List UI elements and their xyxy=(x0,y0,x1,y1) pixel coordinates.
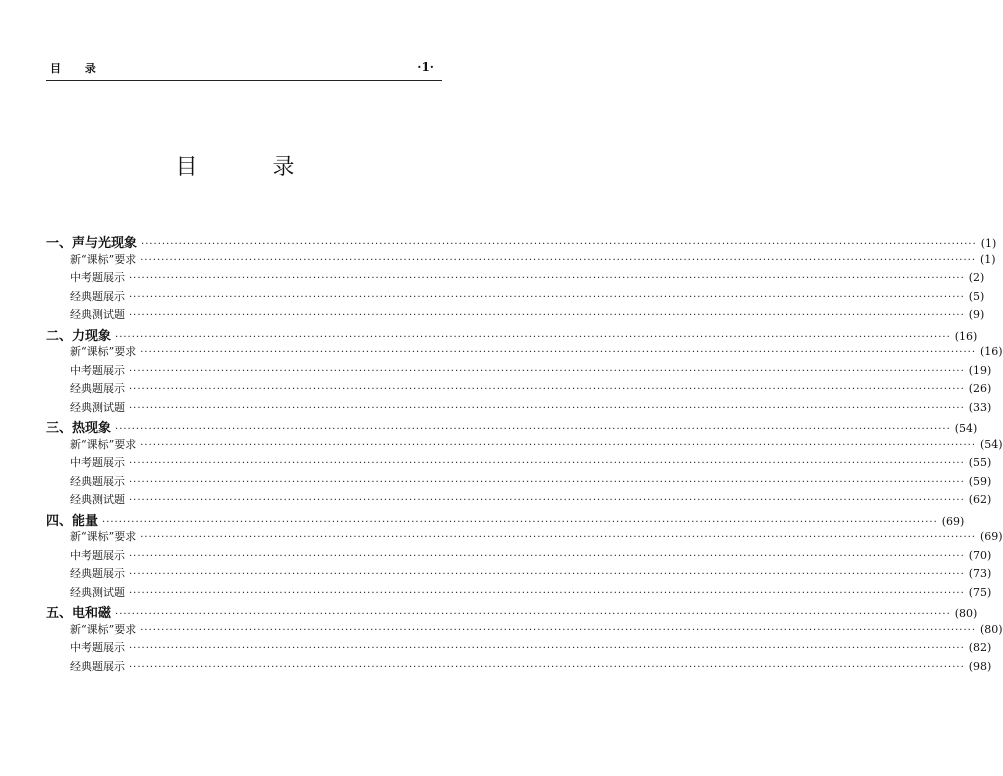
toc-section-entry[interactable] xyxy=(46,584,992,603)
toc-entry-page: (62) xyxy=(968,493,992,506)
toc-section-entry[interactable] xyxy=(46,473,992,492)
toc-entry-page: (9) xyxy=(968,308,985,321)
dot-leader: ········································································································································································································ xyxy=(129,661,965,673)
toc-entry-page: (75) xyxy=(968,585,992,599)
header-page-number: ·1· xyxy=(417,60,434,74)
toc-chapter-entry[interactable] xyxy=(46,602,978,621)
toc-entry-label: 新“课标”要求 xyxy=(70,345,137,358)
toc-entry-page: (54) xyxy=(954,422,978,435)
toc-entry-page: (69) xyxy=(941,514,965,528)
dot-leader: ········································································································································································································ xyxy=(140,439,976,451)
toc-entry-page: (80) xyxy=(980,622,1003,636)
dot-leader: ········································································································································································································ xyxy=(129,458,965,469)
dot-leader: ········································································································································································································ xyxy=(140,347,976,358)
toc-section-entry[interactable] xyxy=(46,565,992,584)
dot-leader: ········································································································································································································ xyxy=(115,424,951,435)
toc-entry-label: 经典测试题 xyxy=(70,400,125,414)
dot-leader: ········································································································································································································ xyxy=(140,624,976,636)
toc-entry-label: 新“课标”要求 xyxy=(70,252,137,266)
toc-entry-page: (98) xyxy=(968,659,992,673)
toc-chapter-entry[interactable] xyxy=(46,232,997,251)
dot-leader: ········································································································································································································ xyxy=(129,569,965,580)
toc-section-entry[interactable] xyxy=(46,362,992,381)
toc-entry-label: 中考题展示 xyxy=(70,548,125,562)
dot-leader: ········································································································································································································ xyxy=(129,550,965,562)
toc-entry-page: (70) xyxy=(968,548,992,562)
toc-section-entry[interactable] xyxy=(46,621,1003,640)
dot-leader: ········································································································································································································ xyxy=(129,476,965,488)
dot-leader: ········································································································································································································ xyxy=(129,495,965,506)
toc-entry-label: 经典测试题 xyxy=(70,585,125,599)
toc-entry-page: (16) xyxy=(954,329,978,343)
dot-leader: ········································································································································································································ xyxy=(129,365,965,377)
dot-leader: ········································································································································································································ xyxy=(115,609,951,620)
toc-section-entry[interactable] xyxy=(46,380,992,399)
toc-entry-label: 四、能量 xyxy=(46,513,99,529)
toc-entry-label: 二、力现象 xyxy=(46,328,112,344)
toc-section-entry[interactable] xyxy=(46,251,996,270)
toc-entry-page: (59) xyxy=(968,474,992,488)
toc-entry-label: 中考题展示 xyxy=(70,363,125,377)
toc-section-entry[interactable] xyxy=(46,436,1003,455)
toc-entry-label: 五、电和磁 xyxy=(46,606,112,621)
toc-entry-page: (55) xyxy=(968,456,992,469)
toc-entry-page: (2) xyxy=(968,271,985,284)
header-rule xyxy=(46,80,442,81)
toc-section-entry[interactable] xyxy=(46,269,985,288)
toc-section-entry[interactable] xyxy=(46,658,992,677)
toc-entry-label: 新“课标”要求 xyxy=(70,530,137,543)
dot-leader: ········································································································································································································ xyxy=(129,643,965,654)
toc-entry-label: 新“课标”要求 xyxy=(70,437,137,451)
toc-entry-label: 三、热现象 xyxy=(46,421,112,436)
running-header xyxy=(46,60,442,78)
dot-leader: ········································································································································································································ xyxy=(129,273,965,284)
header-section-title: 目 录 xyxy=(50,62,106,75)
toc-entry-label: 经典题展示 xyxy=(70,567,125,580)
toc-section-entry[interactable] xyxy=(46,306,985,325)
toc-entry-page: (82) xyxy=(968,641,992,654)
toc-entry-page: (33) xyxy=(968,400,992,414)
table-of-contents xyxy=(46,232,1003,676)
toc-entry-label: 中考题展示 xyxy=(70,456,125,469)
toc-section-entry[interactable] xyxy=(46,343,1003,362)
toc-entry-label: 新“课标”要求 xyxy=(70,622,137,636)
toc-entry-label: 经典题展示 xyxy=(70,659,125,673)
toc-section-entry[interactable] xyxy=(46,399,992,418)
toc-entry-page: (5) xyxy=(968,289,985,303)
toc-entry-label: 经典题展示 xyxy=(70,382,125,395)
toc-section-entry[interactable] xyxy=(46,288,985,307)
toc-chapter-entry[interactable] xyxy=(46,417,978,436)
dot-leader: ········································································································································································································ xyxy=(140,532,976,543)
toc-entry-label: 一、声与光现象 xyxy=(46,236,138,251)
toc-entry-label: 经典题展示 xyxy=(70,474,125,488)
dot-leader: ········································································································································································································ xyxy=(129,587,965,599)
dot-leader: ········································································································································································································ xyxy=(115,331,951,343)
toc-entry-label: 经典测试题 xyxy=(70,493,125,506)
dot-leader: ········································································································································································································ xyxy=(129,402,965,414)
toc-section-entry[interactable] xyxy=(46,639,992,658)
dot-leader: ········································································································································································································ xyxy=(141,239,977,250)
toc-chapter-entry[interactable] xyxy=(46,325,978,344)
toc-entry-page: (26) xyxy=(968,382,992,395)
toc-section-entry[interactable] xyxy=(46,547,992,566)
toc-section-entry[interactable] xyxy=(46,491,992,510)
dot-leader: ········································································································································································································ xyxy=(129,384,965,395)
toc-entry-page: (54) xyxy=(980,437,1003,451)
dot-leader: ········································································································································································································ xyxy=(129,310,965,321)
toc-entry-label: 经典测试题 xyxy=(70,308,125,321)
toc-entry-page: (69) xyxy=(980,530,1003,543)
toc-section-entry[interactable] xyxy=(46,528,1003,547)
toc-entry-page: (80) xyxy=(954,607,978,620)
dot-leader: ········································································································································································································ xyxy=(129,291,965,303)
toc-entry-label: 经典题展示 xyxy=(70,289,125,303)
dot-leader: ········································································································································································································ xyxy=(140,254,976,266)
toc-chapter-entry[interactable] xyxy=(46,510,965,529)
toc-entry-page: (1) xyxy=(980,237,997,250)
toc-section-entry[interactable] xyxy=(46,454,992,473)
dot-leader: ········································································································································································································ xyxy=(102,516,938,528)
toc-entry-page: (1) xyxy=(980,252,996,266)
toc-entry-page: (73) xyxy=(968,567,992,580)
toc-entry-label: 中考题展示 xyxy=(70,641,125,654)
toc-entry-label: 中考题展示 xyxy=(70,271,125,284)
page-title: 目 录 xyxy=(175,155,329,180)
toc-entry-page: (16) xyxy=(980,345,1003,358)
toc-entry-page: (19) xyxy=(968,363,992,377)
